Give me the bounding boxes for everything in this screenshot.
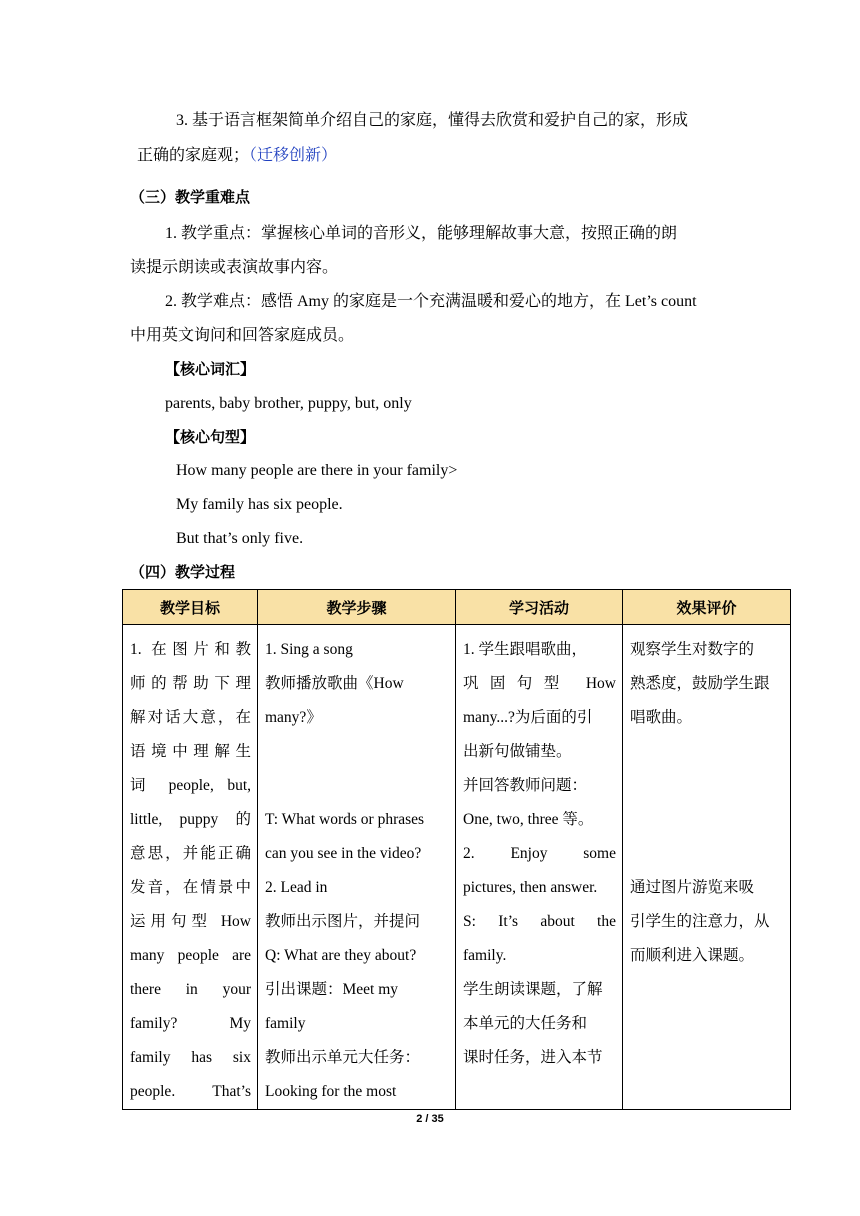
cell-line: 出新句做铺垫。: [463, 743, 572, 760]
objective-3-line-2: [137, 145, 337, 167]
cell-line: 发音，在情景中: [130, 879, 251, 896]
cell-line: 并回答教师问题：: [463, 777, 588, 794]
cell-line: 引学生的注意力，从: [630, 913, 770, 930]
core-sentence: My family has six people.: [176, 496, 343, 513]
table-header-row: [123, 590, 791, 625]
cell-line: 教师出示图片，并提问: [265, 913, 421, 930]
cell-line: [630, 803, 784, 837]
cell-line: Q: What are they about?: [265, 947, 417, 964]
teaching-difficulty-line-2: 中用英文询问和回答家庭成员。: [130, 327, 355, 344]
cell-steps: [258, 625, 456, 1110]
cell-line: 解对话大意，在: [130, 709, 251, 726]
cell-line: 通过图片游览来吸: [630, 879, 755, 896]
header-effect-evaluation: 效果评价: [623, 590, 791, 625]
cell-line: 词 people, but,: [130, 777, 251, 794]
cell-line: 运用句型 How: [130, 913, 251, 930]
cell-line: 引出课题：Meet my: [265, 981, 399, 998]
core-sentences-heading: 【核心句型】: [165, 428, 256, 446]
cell-line: [630, 837, 784, 871]
cell-line: little, puppy 的: [130, 811, 251, 828]
cell-line: S: It’s about the: [463, 913, 616, 930]
page-number: 2 / 35: [416, 1113, 444, 1125]
cell-line: [265, 735, 449, 769]
cell-line: there in your: [130, 981, 251, 998]
cell-line: family: [265, 1015, 306, 1032]
teaching-focus-line-1: 1. 教学重点：掌握核心单词的音形义，能够理解故事大意，按照正确的朗: [165, 225, 678, 242]
cell-line: 2. Lead in: [265, 879, 328, 896]
cell-line: many people are: [130, 947, 251, 964]
core-sentence: How many people are there in your family>: [176, 462, 458, 479]
cell-line: 观察学生对数字的: [630, 641, 755, 658]
cell-line: 教师播放歌曲《How: [265, 675, 404, 692]
cell-line: 课时任务，进入本节: [463, 1049, 603, 1066]
core-vocab-words: parents, baby brother, puppy, but, only: [165, 395, 412, 412]
teaching-focus-line-2: 读提示朗读或表演故事内容。: [130, 259, 339, 276]
header-teaching-steps: 教学步骤: [258, 590, 456, 625]
cell-line: family has six: [130, 1049, 251, 1066]
cell-line: [630, 769, 784, 803]
cell-line: 熟悉度，鼓励学生跟: [630, 675, 770, 692]
cell-line: 而顺利进入课题。: [630, 947, 755, 964]
cell-line: 唱歌曲。: [630, 709, 693, 726]
section-heading-key-points: （三）教学重难点: [130, 188, 251, 206]
cell-line: Looking for the most: [265, 1083, 397, 1100]
section-heading-teaching-process: （四）教学过程: [130, 563, 236, 581]
cell-line: family.: [463, 947, 507, 964]
cell-line: T: What words or phrases: [265, 811, 425, 828]
cell-line: many...?为后面的引: [463, 709, 593, 726]
table-row: [123, 625, 791, 1110]
teaching-difficulty-line-1: 2. 教学难点：感悟 Amy 的家庭是一个充满温暖和爱心的地方，在 Let’s count: [165, 293, 697, 310]
objective-3-text: 正确的家庭观；: [137, 147, 250, 164]
cell-line: people. That’s: [130, 1083, 251, 1100]
cell-line: [265, 769, 449, 803]
header-teaching-objective: 教学目标: [123, 590, 258, 625]
cell-line: 1. 学生跟唱歌曲，: [463, 641, 588, 658]
cell-line: 学生朗读课题，了解: [463, 981, 603, 998]
cell-line: 本单元的大任务和: [463, 1015, 588, 1032]
cell-activities: [456, 625, 623, 1110]
cell-line: many?》: [265, 709, 322, 726]
cell-line: can you see in the video?: [265, 845, 422, 862]
cell-line: family? My: [130, 1015, 251, 1032]
cell-line: 2. Enjoy some: [463, 845, 616, 862]
header-learning-activities: 学习活动: [456, 590, 623, 625]
cell-line: One, two, three 等。: [463, 811, 594, 828]
cell-line: 教师出示单元大任务：: [265, 1049, 421, 1066]
cell-line: 1. Sing a song: [265, 641, 353, 658]
cell-objective: [123, 625, 258, 1110]
cell-line: 意思，并能正确: [130, 845, 251, 862]
objective-3-tag: （迁移创新）: [249, 147, 338, 164]
core-vocab-heading: 【核心词汇】: [165, 360, 256, 378]
cell-line: 语境中理解生: [130, 743, 251, 760]
cell-line: pictures, then answer.: [463, 879, 598, 896]
teaching-process-table: [122, 589, 791, 1110]
cell-evaluation: [623, 625, 791, 1110]
core-sentence: But that’s only five.: [176, 530, 304, 547]
cell-line: 巩固句型 How: [463, 675, 616, 692]
cell-line: [630, 735, 784, 769]
cell-line: 1. 在图片和教: [130, 641, 251, 658]
cell-line: 师的帮助下理: [130, 675, 251, 692]
objective-3-line-1: 3. 基于语言框架简单介绍自己的家庭，懂得去欣赏和爱护自己的家，形成: [176, 112, 689, 129]
